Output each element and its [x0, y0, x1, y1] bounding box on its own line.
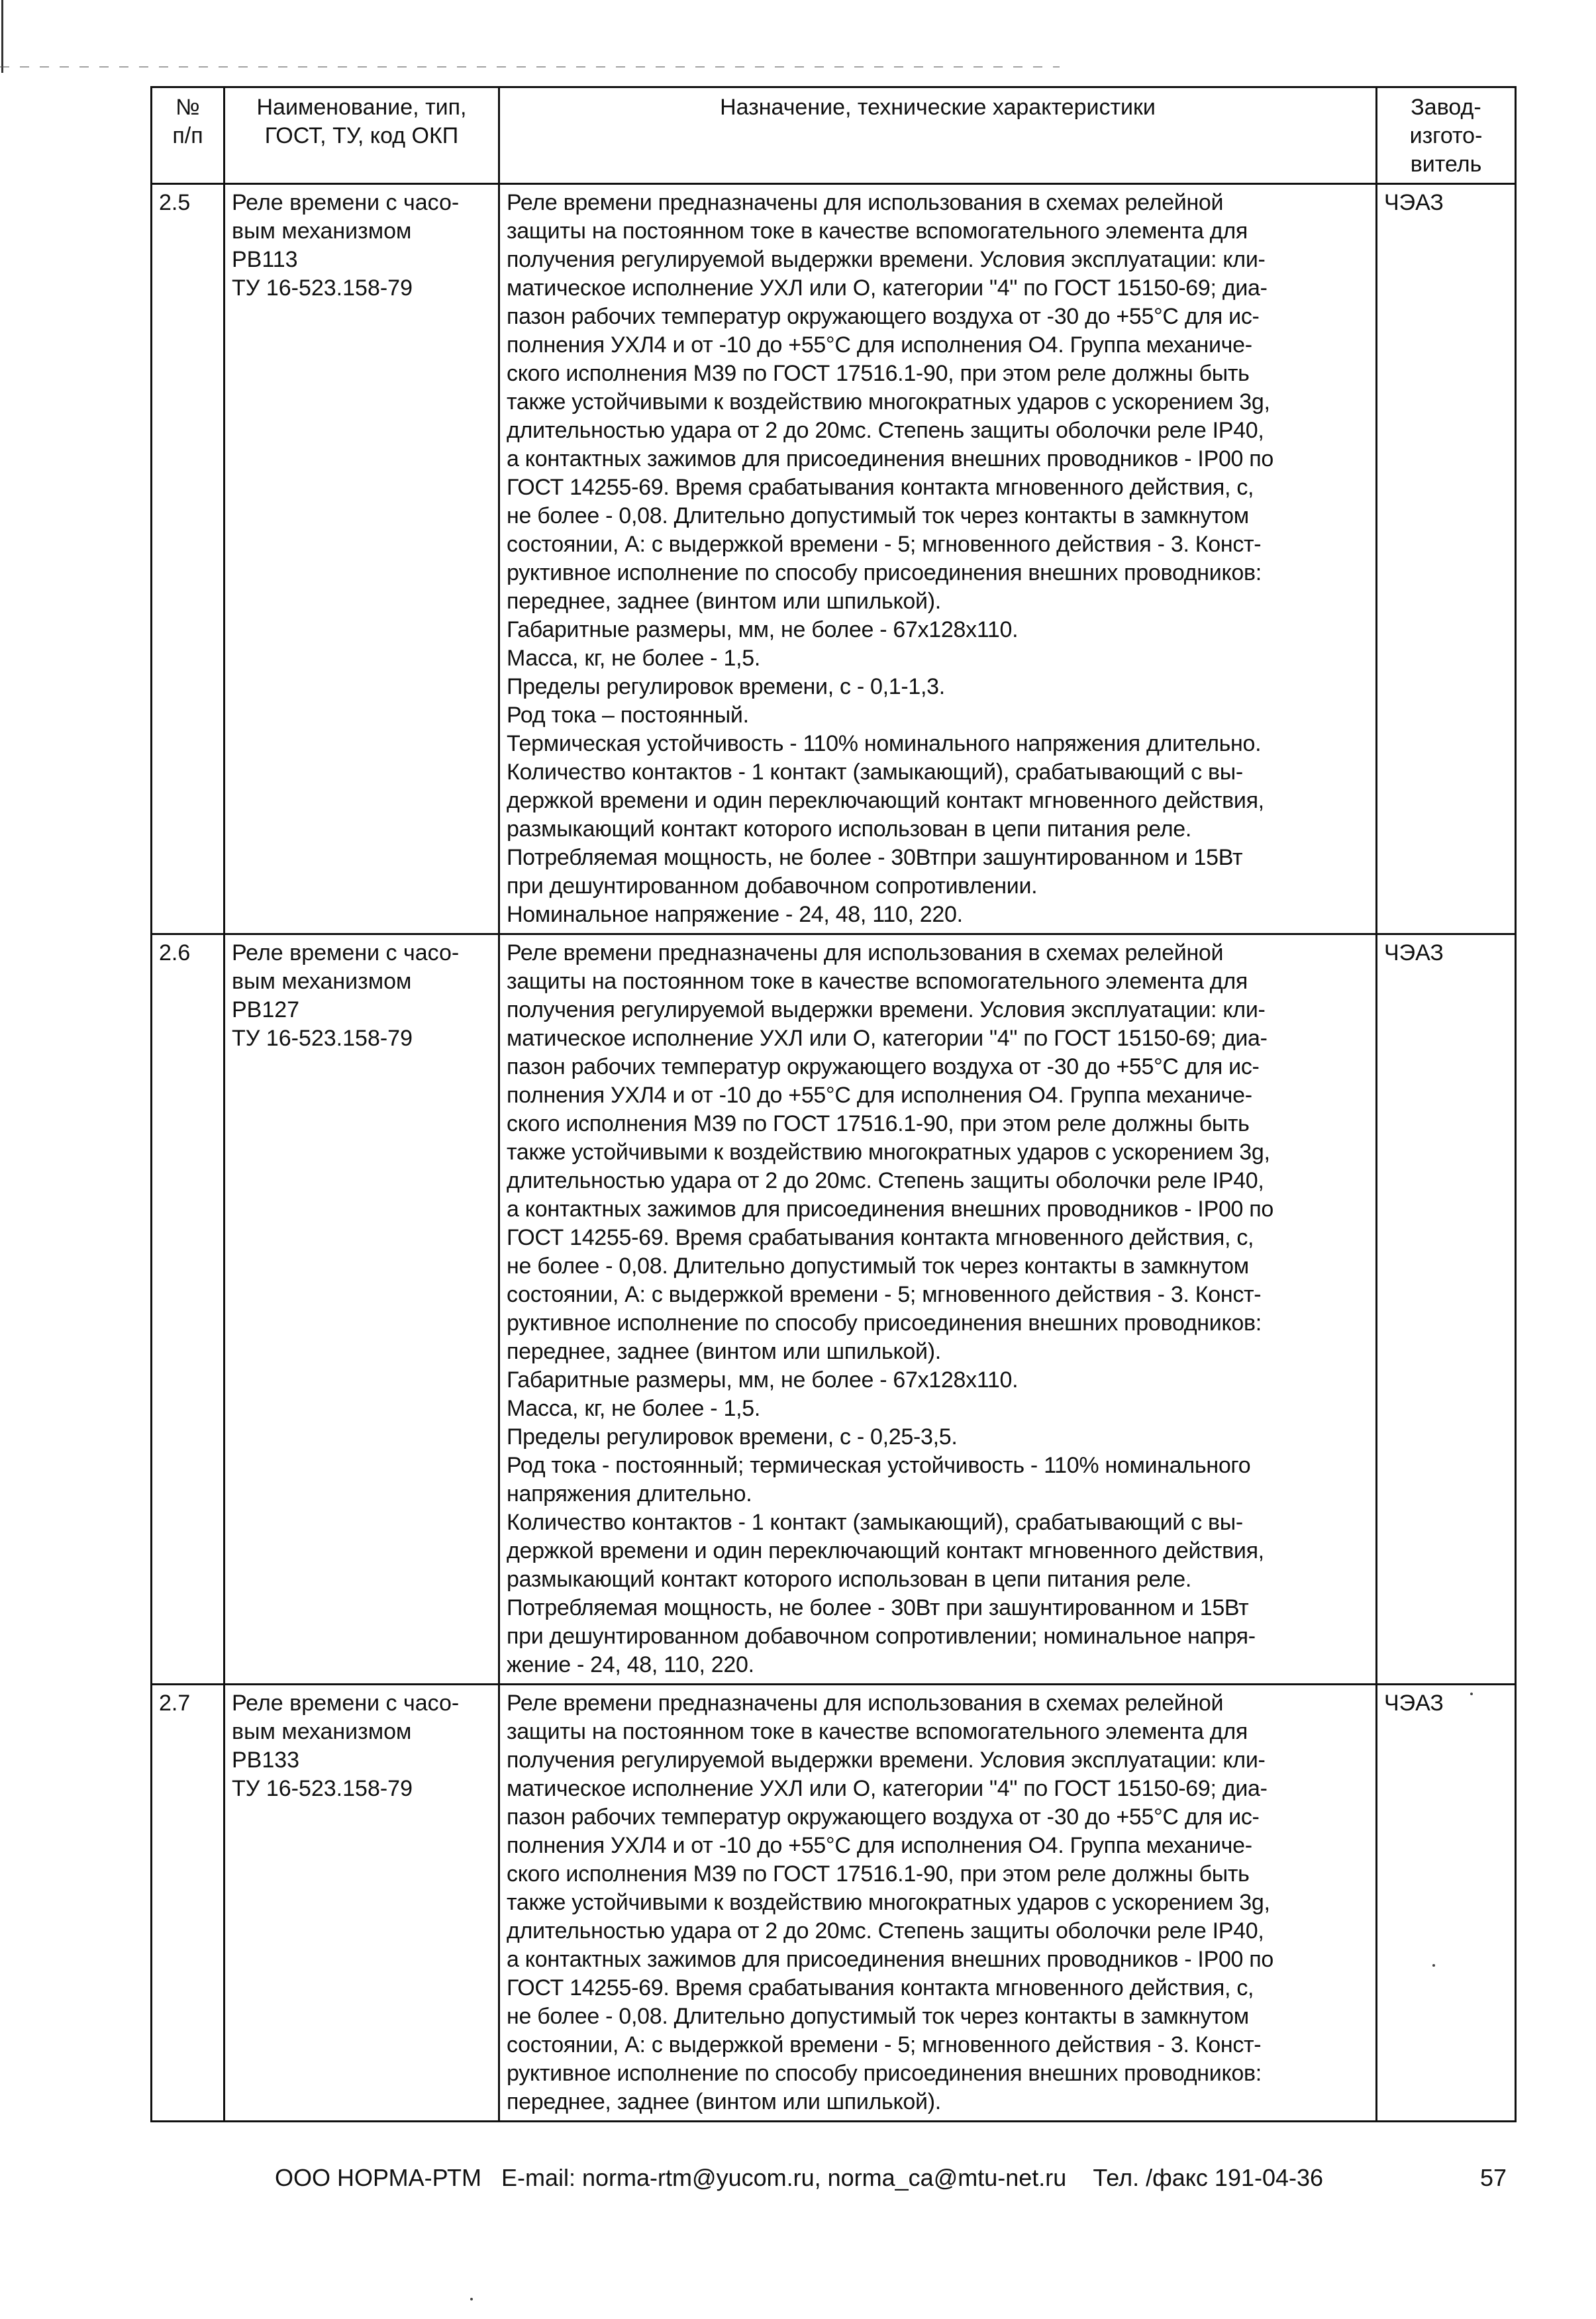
header-line: изгото- — [1409, 123, 1483, 148]
description-line: Масса, кг, не более - 1,5. — [507, 1396, 760, 1421]
description-line: держкой времени и один переключающий контакт мгновенного действия, — [507, 1538, 1264, 1563]
description-line: матическое исполнение УХЛ или О, категории "4" по ГОСТ 15150-69; диа- — [507, 1776, 1268, 1801]
description-line: матическое исполнение УХЛ или О, категории "4" по ГОСТ 15150-69; диа- — [507, 1026, 1268, 1051]
footer-email: E-mail: norma-rtm@yucom.ru, norma_ca@mtu-net.ru — [501, 2164, 1067, 2191]
description-line: пазон рабочих температур окружающего воздуха от -30 до +55°С для ис- — [507, 1804, 1260, 1830]
header-desc — [499, 87, 1377, 184]
scan-speck — [470, 2298, 473, 2300]
product-name-line: РВ127 — [232, 997, 300, 1022]
product-description — [499, 184, 1377, 934]
description-line: длительностью удара от 2 до 20мс. Степень защиты оболочки реле IP40, — [507, 1918, 1264, 1944]
header-no — [152, 87, 224, 184]
row-number: 2.7 — [152, 1685, 224, 2122]
description-line: Габаритные размеры, мм, не более - 67х128х110. — [507, 617, 1019, 642]
description-line: полнения УХЛ4 и от -10 до +55°С для исполнения О4. Группа механиче- — [507, 1833, 1252, 1858]
description-line: Пределы регулировок времени, с - 0,1-1,3. — [507, 674, 945, 699]
product-name-line: вым механизмом — [232, 1719, 412, 1744]
table-header-row — [152, 87, 1516, 184]
description-line: а контактных зажимов для присоединения внешних проводников - IP00 по — [507, 1197, 1274, 1222]
header-line: ГОСТ, ТУ, код ОКП — [264, 123, 459, 148]
description-line: Номинальное напряжение - 24, 48, 110, 220. — [507, 902, 963, 927]
description-line: Реле времени предназначены для использования в схемах релейной — [507, 1691, 1224, 1716]
description-line: руктивное исполнение по способу присоединения внешних проводников: — [507, 560, 1262, 585]
product-name-line: РВ113 — [232, 247, 298, 272]
description-line: пазон рабочих температур окружающего воздуха от -30 до +55°С для ис- — [507, 1054, 1260, 1079]
page-footer — [275, 2161, 1520, 2195]
description-line: также устойчивыми к воздействию многократных ударов с ускорением 3g, — [507, 389, 1270, 415]
description-line: ского исполнения М39 по ГОСТ 17516.1-90, при этом реле должны быть — [507, 361, 1250, 386]
product-description — [499, 1685, 1377, 2122]
product-name-line: ТУ 16-523.158-79 — [232, 1026, 413, 1051]
manufacturer: ЧЭАЗ — [1377, 184, 1516, 934]
description-line: пазон рабочих температур окружающего воздуха от -30 до +55°С для ис- — [507, 304, 1260, 329]
header-line: Назначение, технические характеристики — [720, 95, 1156, 120]
description-line: не более - 0,08. Длительно допустимый ток через контакты в замкнутом — [507, 2004, 1249, 2029]
description-line: размыкающий контакт которого использован в цепи питания реле. — [507, 816, 1192, 842]
description-line: получения регулируемой выдержки времени. Условия эксплуатации: кли- — [507, 997, 1266, 1022]
scan-edge-mark — [1, 0, 3, 73]
table-row — [152, 1685, 1516, 2122]
description-line: не более - 0,08. Длительно допустимый ток через контакты в замкнутом — [507, 1254, 1249, 1279]
description-line: ГОСТ 14255-69. Время срабатывания контакта мгновенного действия, с, — [507, 1975, 1254, 2000]
description-line: жение - 24, 48, 110, 220. — [507, 1652, 754, 1677]
description-line: ского исполнения М39 по ГОСТ 17516.1-90, при этом реле должны быть — [507, 1861, 1250, 1887]
product-name-line: ТУ 16-523.158-79 — [232, 275, 413, 301]
description-line: также устойчивыми к воздействию многократных ударов с ускорением 3g, — [507, 1890, 1270, 1915]
description-line: полнения УХЛ4 и от -10 до +55°С для исполнения О4. Группа механиче- — [507, 1083, 1252, 1108]
product-name — [224, 184, 499, 934]
description-line: Потребляемая мощность, не более - 30Вт при зашунтированном и 15Вт — [507, 1595, 1249, 1620]
description-line: получения регулируемой выдержки времени. Условия эксплуатации: кли- — [507, 247, 1266, 272]
description-line: также устойчивыми к воздействию многократных ударов с ускорением 3g, — [507, 1140, 1270, 1165]
header-name — [224, 87, 499, 184]
description-line: Реле времени предназначены для использования в схемах релейной — [507, 940, 1224, 965]
product-name — [224, 934, 499, 1685]
description-line: Реле времени предназначены для использования в схемах релейной — [507, 190, 1224, 215]
header-line: Завод- — [1411, 95, 1481, 120]
product-name-line: вым механизмом — [232, 219, 412, 244]
spec-table — [150, 86, 1517, 2122]
description-line: ского исполнения М39 по ГОСТ 17516.1-90, при этом реле должны быть — [507, 1111, 1250, 1136]
description-line: переднее, заднее (винтом или шпилькой). — [507, 1339, 941, 1364]
description-line: руктивное исполнение по способу присоединения внешних проводников: — [507, 1310, 1262, 1336]
description-line: Род тока – постоянный. — [507, 703, 749, 728]
description-line: состоянии, А: с выдержкой времени - 5; мгновенного действия - 3. Конст- — [507, 2032, 1262, 2057]
description-line: Потребляемая мощность, не более - 30Втпри зашунтированном и 15Вт — [507, 845, 1243, 870]
description-line: размыкающий контакт которого использован в цепи питания реле. — [507, 1567, 1192, 1592]
description-line: длительностью удара от 2 до 20мс. Степень защиты оболочки реле IP40, — [507, 1168, 1264, 1193]
description-line: состоянии, А: с выдержкой времени - 5; мгновенного действия - 3. Конст- — [507, 1282, 1262, 1307]
description-line: Род тока - постоянный; термическая устойчивость - 110% номинального — [507, 1453, 1251, 1478]
footer-phone: Тел. /факс 191-04-36 — [1093, 2164, 1324, 2191]
description-line: Количество контактов - 1 контакт (замыкающий), срабатывающий с вы- — [507, 760, 1243, 785]
scan-speck — [1432, 1964, 1435, 1967]
row-number: 2.5 — [152, 184, 224, 934]
description-line: защиты на постоянном токе в качестве вспомогательного элемента для — [507, 969, 1248, 994]
description-line: Пределы регулировок времени, с - 0,25-3,5. — [507, 1424, 958, 1450]
description-line: защиты на постоянном токе в качестве вспомогательного элемента для — [507, 1719, 1248, 1744]
manufacturer: ЧЭАЗ — [1377, 1685, 1516, 2122]
description-line: матическое исполнение УХЛ или О, категории "4" по ГОСТ 15150-69; диа- — [507, 275, 1268, 301]
scan-speck — [1470, 1693, 1473, 1695]
product-name-line: Реле времени с часо- — [232, 190, 460, 215]
scan-artifact-line — [0, 66, 1060, 68]
description-line: не более - 0,08. Длительно допустимый ток через контакты в замкнутом — [507, 503, 1249, 528]
page-number: 57 — [1479, 2164, 1507, 2191]
description-line: при дешунтированном добавочном сопротивлении; номинальное напря- — [507, 1624, 1256, 1649]
description-line: защиты на постоянном токе в качестве вспомогательного элемента для — [507, 219, 1248, 244]
description-line: состоянии, А: с выдержкой времени - 5; мгновенного действия - 3. Конст- — [507, 532, 1262, 557]
description-line: получения регулируемой выдержки времени. Условия эксплуатации: кли- — [507, 1748, 1266, 1773]
header-line: витель — [1410, 152, 1482, 177]
header-manufacturer — [1377, 87, 1516, 184]
description-line: руктивное исполнение по способу присоединения внешних проводников: — [507, 2061, 1262, 2086]
product-name — [224, 1685, 499, 2122]
footer-company: ООО НОРМА-РТМ — [275, 2164, 481, 2191]
description-line: Количество контактов - 1 контакт (замыкающий), срабатывающий с вы- — [507, 1510, 1243, 1535]
product-name-line: Реле времени с часо- — [232, 1691, 460, 1716]
product-description — [499, 934, 1377, 1685]
header-line: п/п — [172, 123, 203, 148]
description-line: Габаритные размеры, мм, не более - 67х128х110. — [507, 1367, 1019, 1393]
product-name-line: вым механизмом — [232, 969, 412, 994]
description-line: ГОСТ 14255-69. Время срабатывания контакта мгновенного действия, с, — [507, 1225, 1254, 1250]
description-line: переднее, заднее (винтом или шпилькой). — [507, 589, 941, 614]
description-line: длительностью удара от 2 до 20мс. Степень защиты оболочки реле IP40, — [507, 418, 1264, 443]
table-row — [152, 934, 1516, 1685]
description-line: а контактных зажимов для присоединения внешних проводников - IP00 по — [507, 1947, 1274, 1972]
description-line: полнения УХЛ4 и от -10 до +55°С для исполнения О4. Группа механиче- — [507, 332, 1252, 358]
description-line: ГОСТ 14255-69. Время срабатывания контакта мгновенного действия, с, — [507, 475, 1254, 500]
footer-contacts — [275, 2161, 1323, 2195]
description-line: держкой времени и один переключающий контакт мгновенного действия, — [507, 788, 1264, 813]
product-name-line: РВ133 — [232, 1748, 300, 1773]
description-line: напряжения длительно. — [507, 1481, 752, 1506]
manufacturer: ЧЭАЗ — [1377, 934, 1516, 1685]
description-line: Масса, кг, не более - 1,5. — [507, 646, 760, 671]
table-row — [152, 184, 1516, 934]
header-line: Наименование, тип, — [256, 95, 467, 120]
description-line: при дешунтированном добавочном сопротивлении. — [507, 873, 1038, 899]
description-line: переднее, заднее (винтом или шпилькой). — [507, 2089, 941, 2114]
row-number: 2.6 — [152, 934, 224, 1685]
description-line: Термическая устойчивость - 110% номинального напряжения длительно. — [507, 731, 1262, 756]
product-name-line: ТУ 16-523.158-79 — [232, 1776, 413, 1801]
description-line: а контактных зажимов для присоединения внешних проводников - IP00 по — [507, 446, 1274, 471]
header-line: № — [175, 95, 200, 120]
product-name-line: Реле времени с часо- — [232, 940, 460, 965]
